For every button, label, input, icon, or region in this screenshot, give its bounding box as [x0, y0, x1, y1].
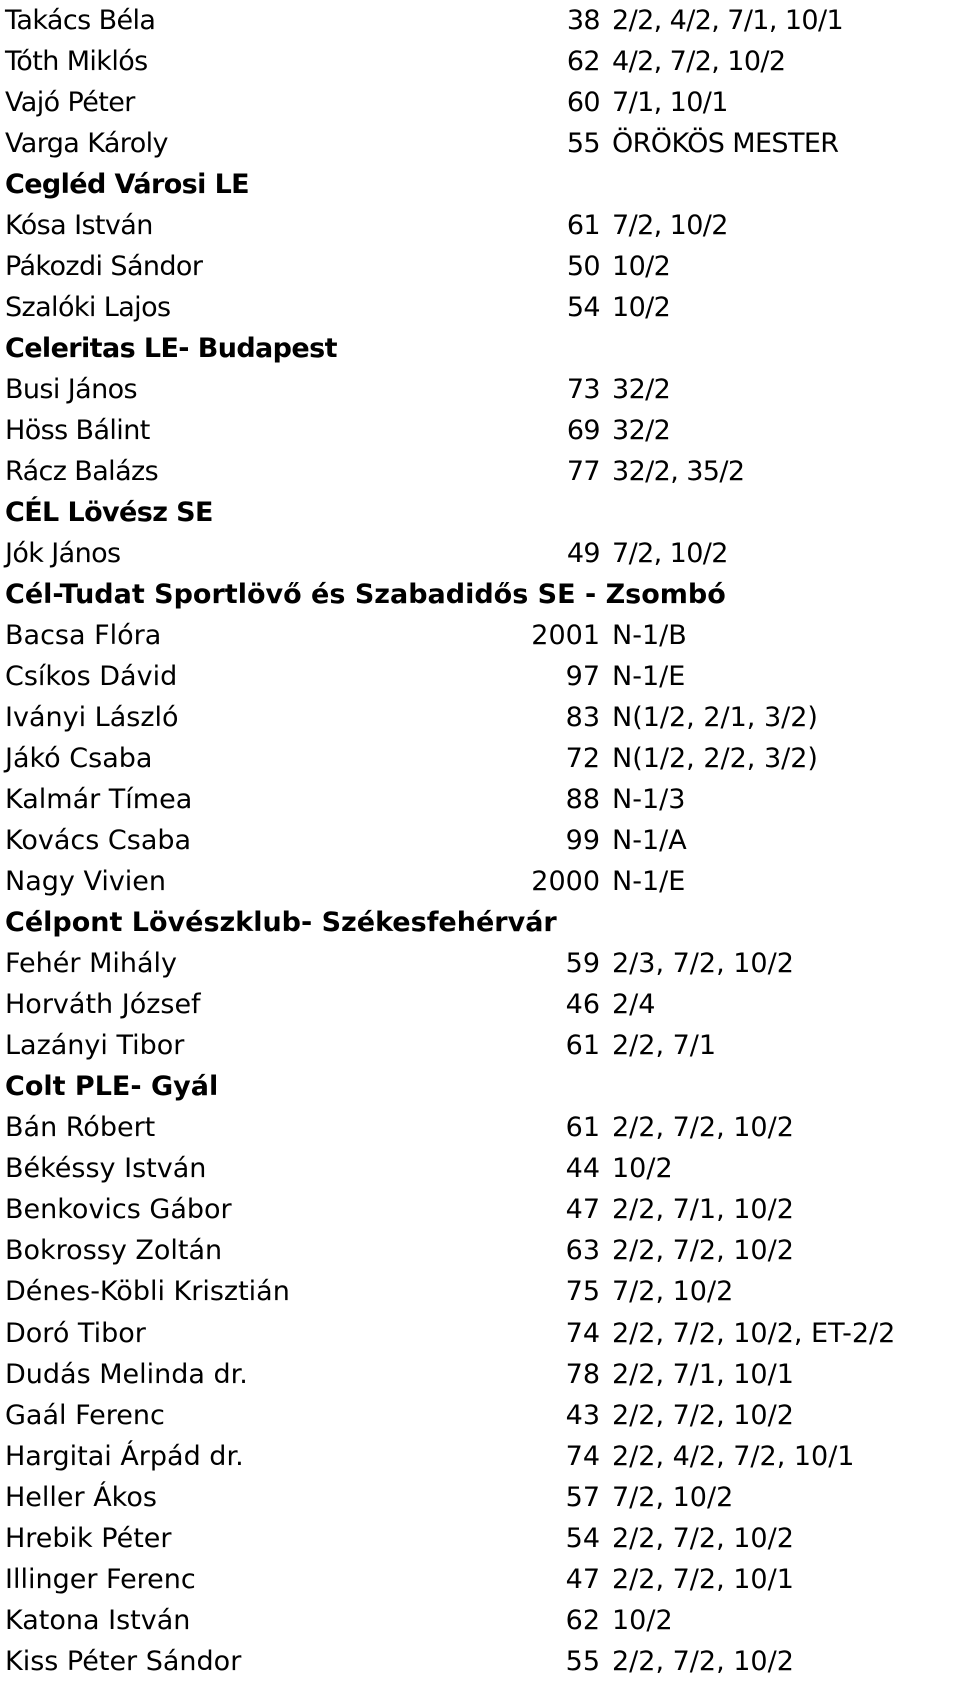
club-heading: Cél-Tudat Sportlövő és Szabadidős SE - Zsombó [5, 579, 726, 611]
qualification-categories: N-1/B [612, 620, 687, 652]
birth-year: 38 [566, 5, 600, 36]
qualification-categories: 4/2, 7/2, 10/2 [612, 46, 786, 78]
qualification-categories: 2/2, 7/2, 10/2 [612, 1645, 794, 1677]
competitor-name: Benkovics Gábor [5, 1194, 232, 1226]
competitor-name: Rácz Balázs [5, 456, 159, 488]
qualification-categories: N-1/3 [612, 784, 686, 816]
qualification-categories: 32/2 [612, 374, 671, 406]
birth-year: 49 [566, 538, 600, 570]
birth-year: 55 [566, 128, 600, 160]
competitor-name: Kovács Csaba [5, 825, 192, 857]
qualification-categories: 32/2 [612, 415, 671, 447]
qualification-categories: N-1/E [612, 661, 686, 693]
birth-year: 61 [565, 1112, 600, 1144]
competitor-name: Tóth Miklós [5, 46, 148, 78]
birth-year: 72 [565, 743, 600, 775]
list-item [5, 656, 955, 697]
competitor-name: Bokrossy Zoltán [5, 1235, 223, 1267]
list-item [5, 205, 955, 246]
list-item [5, 1559, 955, 1600]
competitor-name: Jók János [5, 538, 121, 570]
competitor-name: Nagy Vivien [5, 866, 167, 898]
qualification-categories: 2/2, 7/2, 10/2 [612, 1522, 794, 1554]
birth-year: 55 [565, 1645, 600, 1677]
birth-year: 75 [565, 1276, 600, 1308]
qualification-categories: 2/2, 7/2, 10/2 [612, 1112, 794, 1144]
birth-year: 47 [565, 1563, 600, 1595]
competitor-name: Bacsa Flóra [5, 620, 162, 652]
competitor-name: Bán Róbert [5, 1112, 156, 1144]
qualification-categories: 10/2 [612, 1153, 673, 1185]
qualification-categories: 7/2, 10/2 [612, 1276, 734, 1308]
qualification-categories: 2/2, 4/2, 7/1, 10/1 [612, 5, 844, 36]
list-item [5, 861, 955, 902]
list-item [5, 615, 955, 656]
competitor-name: Katona István [5, 1604, 191, 1636]
competitor-name: Varga Károly [5, 128, 168, 160]
qualification-categories: 2/2, 7/2, 10/2, ET-2/2 [612, 1317, 896, 1349]
birth-year: 54 [566, 292, 600, 324]
list-item [5, 287, 955, 328]
list-item [5, 82, 955, 123]
birth-year: 63 [565, 1235, 600, 1267]
competitor-name: Dénes-Köbli Krisztián [5, 1276, 290, 1308]
qualification-categories: 10/2 [612, 1604, 673, 1636]
list-item [5, 41, 955, 82]
birth-year: 62 [566, 46, 600, 78]
club-heading: Cegléd Városi LE [5, 169, 250, 201]
list-item [5, 1025, 955, 1066]
birth-year: 46 [565, 989, 600, 1021]
qualification-categories: N(1/2, 2/1, 3/2) [612, 702, 818, 734]
qualification-categories: ÖRÖKÖS MESTER [612, 128, 839, 160]
competitor-name: Jákó Csaba [5, 743, 153, 775]
qualification-categories: 2/2, 7/2, 10/2 [612, 1399, 794, 1431]
club-heading: Célpont Lövészklub- Székesfehérvár [5, 907, 557, 939]
list-item [5, 1230, 955, 1271]
club-heading: Celeritas LE- Budapest [5, 333, 337, 365]
competitor-name: Höss Bálint [5, 415, 150, 447]
list-item [5, 369, 955, 410]
list-item [5, 0, 955, 41]
qualification-categories: 2/2, 7/2, 10/2 [612, 1235, 794, 1267]
birth-year: 57 [565, 1481, 600, 1513]
birth-year: 54 [565, 1522, 600, 1554]
list-item [5, 123, 955, 164]
list-item [5, 246, 955, 287]
qualification-categories: 10/2 [612, 292, 671, 324]
birth-year: 47 [565, 1194, 600, 1226]
competitor-name: Kiss Péter Sándor [5, 1645, 242, 1677]
birth-year: 2000 [531, 866, 600, 898]
qualification-categories: 2/2, 4/2, 7/2, 10/1 [612, 1440, 855, 1472]
qualification-categories: N(1/2, 2/2, 3/2) [612, 743, 818, 775]
list-item [5, 779, 955, 820]
list-item [5, 533, 955, 574]
qualification-categories: 2/4 [612, 989, 656, 1021]
competitor-name: Gaál Ferenc [5, 1399, 165, 1431]
qualification-categories: 7/2, 10/2 [612, 538, 728, 570]
qualification-categories: 7/2, 10/2 [612, 1481, 734, 1513]
qualification-categories: N-1/E [612, 866, 686, 898]
birth-year: 74 [565, 1440, 600, 1472]
birth-year: 60 [566, 87, 600, 119]
club-heading: Colt PLE- Gyál [5, 1071, 219, 1103]
birth-year: 50 [566, 251, 600, 283]
competitor-name: Iványi László [5, 702, 179, 734]
qualification-categories: 2/2, 7/1, 10/1 [612, 1358, 794, 1390]
list-item [5, 1641, 955, 1682]
birth-year: 44 [565, 1153, 600, 1185]
list-item [5, 410, 955, 451]
qualification-categories: 10/2 [612, 251, 671, 283]
birth-year: 99 [565, 825, 600, 857]
birth-year: 88 [565, 784, 600, 816]
competitor-name: Vajó Péter [5, 87, 135, 119]
list-item [5, 1518, 955, 1559]
qualification-categories: 32/2, 35/2 [612, 456, 745, 488]
list-item [5, 1395, 955, 1436]
birth-year: 78 [565, 1358, 600, 1390]
competitor-name: Illinger Ferenc [5, 1563, 196, 1595]
competitor-name: Heller Ákos [5, 1481, 157, 1513]
list-item [5, 1148, 955, 1189]
list-item [5, 1271, 955, 1312]
birth-year: 2001 [531, 620, 600, 652]
qualification-categories: 2/2, 7/1, 10/2 [612, 1194, 794, 1226]
qualification-categories: N-1/A [612, 825, 687, 857]
competitor-name: Horváth József [5, 989, 201, 1021]
competitor-name: Békéssy István [5, 1153, 207, 1185]
birth-year: 73 [566, 374, 600, 406]
competitor-name: Doró Tibor [5, 1317, 146, 1349]
list-item [5, 943, 955, 984]
qualification-categories: 2/3, 7/2, 10/2 [612, 948, 794, 980]
competitor-name: Dudás Melinda dr. [5, 1358, 248, 1390]
competitor-name: Hrebik Péter [5, 1522, 172, 1554]
competitor-name: Takács Béla [5, 5, 156, 36]
competitor-name: Fehér Mihály [5, 948, 178, 980]
competitor-name: Lazányi Tibor [5, 1030, 185, 1062]
qualification-categories: 7/2, 10/2 [612, 210, 728, 242]
list-item [5, 984, 955, 1025]
competitor-name: Szalóki Lajos [5, 292, 171, 324]
club-heading: CÉL Lövész SE [5, 497, 213, 529]
birth-year: 97 [565, 661, 600, 693]
birth-year: 74 [565, 1317, 600, 1349]
list-item [5, 1354, 955, 1395]
birth-year: 61 [565, 1030, 600, 1062]
birth-year: 83 [565, 702, 600, 734]
birth-year: 77 [566, 456, 600, 488]
list-item [5, 451, 955, 492]
qualification-categories: 2/2, 7/2, 10/1 [612, 1563, 794, 1595]
list-item [5, 1600, 955, 1641]
birth-year: 43 [565, 1399, 600, 1431]
competitor-name: Csíkos Dávid [5, 661, 178, 693]
list-item [5, 1436, 955, 1477]
document-page [5, 0, 955, 1682]
competitor-name: Hargitai Árpád dr. [5, 1440, 244, 1472]
competitor-name: Pákozdi Sándor [5, 251, 203, 283]
birth-year: 62 [565, 1604, 600, 1636]
birth-year: 59 [565, 948, 600, 980]
competitor-name: Busi János [5, 374, 137, 406]
list-item [5, 1189, 955, 1230]
list-item [5, 738, 955, 779]
list-item [5, 1477, 955, 1518]
competitor-name: Kósa István [5, 210, 153, 242]
list-item [5, 1313, 955, 1354]
list-item [5, 1107, 955, 1148]
competitor-name: Kalmár Tímea [5, 784, 193, 816]
qualification-categories: 7/1, 10/1 [612, 87, 728, 119]
list-item [5, 697, 955, 738]
list-item [5, 820, 955, 861]
birth-year: 61 [566, 210, 600, 242]
qualification-categories: 2/2, 7/1 [612, 1030, 717, 1062]
birth-year: 69 [566, 415, 600, 447]
